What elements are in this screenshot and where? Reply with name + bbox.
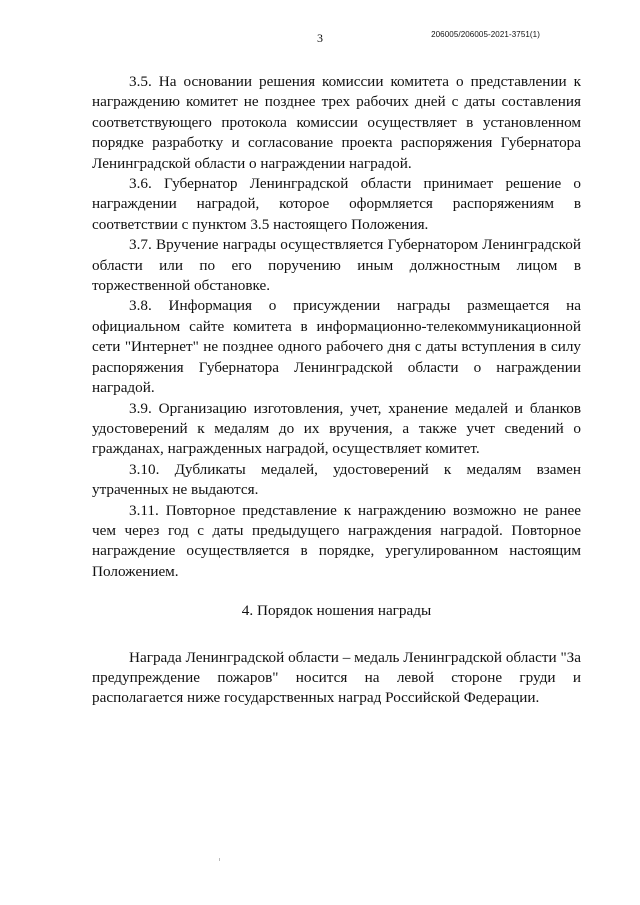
document-id: 206005/206005-2021-3751(1) <box>431 30 540 39</box>
section-heading: 4. Порядок ношения награды <box>241 602 432 620</box>
paragraph-3-11: 3.11. Повторное представление к награждению возможно не ранее чем через год с даты предыдущего награждения наградой. Повторное награждение осуществляется в порядке, урегулированном настоящим Положением. <box>92 501 581 580</box>
document-body <box>92 72 581 709</box>
paragraph-3-6: 3.6. Губернатор Ленинградской области принимает решение о награждении наградой, которое оформляется распоряжениям в соответствии с пунктом 3.5 настоящего Положения. <box>92 175 581 233</box>
paragraph-3-8: 3.8. Информация о присуждении награды размещается на официальном сайте комитета в информационно-телекоммуникационной сети "Интернет" не позднее одного рабочего дня с даты вступления в силу распоряжения Губернатора Ленинградской области о награждении наградой. <box>92 297 581 397</box>
scan-mark <box>219 858 220 861</box>
page-number: 3 <box>317 31 323 45</box>
paragraph-section-4: Награда Ленинградской области – медаль Ленинградской области "За предупреждение пожаров" носится на левой стороне груди и располагается ниже государственных наград Российской Федерации. <box>92 648 581 707</box>
paragraph-3-5: 3.5. На основании решения комиссии комитета о представлении к награждению комитет не позднее трех рабочих дней с даты составления соответствующего протокола комиссии осуществляет в установленном порядке разработку и согласование проекта распоряжения Губернатора Ленинградской области о награждении наградой. <box>92 73 581 172</box>
paragraph-3-7: 3.7. Вручение награды осуществляется Губернатором Ленинградской области или по его поручению иным должностным лицом в торжественной обстановке. <box>92 236 581 295</box>
paragraph-3-9: 3.9. Организацию изготовления, учет, хранение медалей и бланков удостоверений к медалям до их вручения, а также учет сведений о гражданах, награжденных наградой, осуществляет комитет. <box>92 399 581 458</box>
paragraph-3-10: 3.10. Дубликаты медалей, удостоверений к медалям взамен утраченных не выдаются. <box>92 460 581 499</box>
